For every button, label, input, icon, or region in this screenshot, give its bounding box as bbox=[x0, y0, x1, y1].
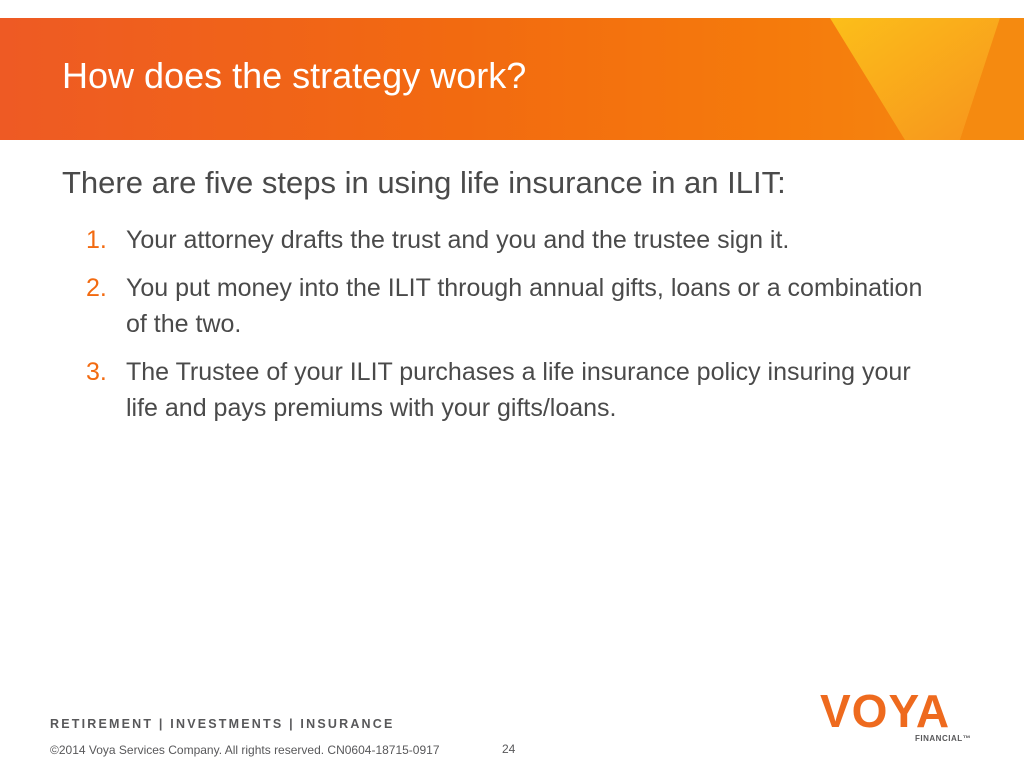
step-text: You put money into the ILIT through annual gifts, loans or a combination of the two. bbox=[126, 274, 923, 338]
step-text: Your attorney drafts the trust and you and the trustee sign it. bbox=[126, 226, 790, 254]
copyright-text: ©2014 Voya Services Company. All rights reserved. CN0604-18715-0917 bbox=[50, 743, 440, 757]
step-number: 2. bbox=[86, 274, 107, 302]
logo-subtext: FINANCIAL™ bbox=[915, 734, 972, 743]
list-item bbox=[86, 270, 946, 342]
slide-title: How does the strategy work? bbox=[62, 55, 527, 96]
list-item bbox=[86, 354, 946, 426]
page-number: 24 bbox=[502, 742, 516, 756]
step-number: 1. bbox=[86, 226, 107, 254]
intro-text: There are five steps in using life insurance in an ILIT: bbox=[62, 165, 786, 200]
list-item bbox=[86, 222, 946, 258]
steps-list bbox=[86, 222, 946, 438]
step-number: 3. bbox=[86, 358, 107, 386]
voya-logo bbox=[820, 685, 980, 748]
footer-tagline: RETIREMENT | INVESTMENTS | INSURANCE bbox=[50, 717, 395, 731]
step-text: The Trustee of your ILIT purchases a life insurance policy insuring your life and pays premiums with your gifts/loans. bbox=[126, 358, 911, 422]
logo-wordmark: VOYA bbox=[820, 685, 951, 737]
